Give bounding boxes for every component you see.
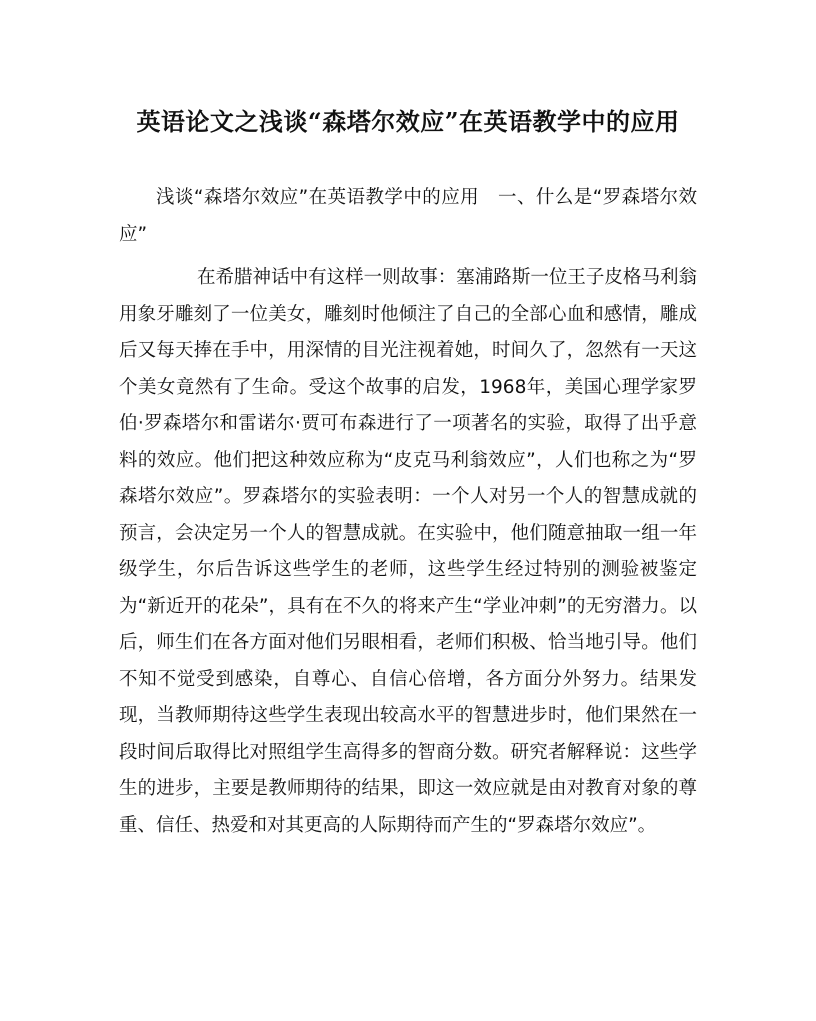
document-title: 英语论文之浅谈“森塔尔效应”在英语教学中的应用: [136, 107, 680, 136]
paragraph-intro: 浅谈“森塔尔效应”在英语教学中的应用 一、什么是“罗森塔尔效应”: [119, 187, 697, 245]
paragraph-body: 在希腊神话中有这样一则故事：塞浦路斯一位王子皮格马利翁用象牙雕刻了一位美女，雕刻时他倾注了自己的全部心血和感情，雕成后又每天捧在手中，用深情的目光注视着她，时间久了，忽然有一天这个美女竟然有了生命。受这个故事的启发，1968年，美国心理学家罗伯·罗森塔尔和雷诺尔·贾可布森进行了一项著名的实验，取得了出乎意料的效应。他们把这种效应称为“皮克马利翁效应”，人们也称之为“罗森塔尔效应”。罗森塔尔的实验表明：一个人对另一个人的智慧成就的预言，会决定另一个人的智慧成就。在实验中，他们随意抽取一组一年级学生，尔后告诉这些学生的老师，这些学生经过特别的测验被鉴定为“新近开的花朵”，具有在不久的将来产生“学业冲刺”的无穷潜力。以后，师生们在各方面对他们另眼相看，老师们积极、恰当地引导。他们不知不觉受到感染，自尊心、自信心倍增，各方面分外努力。结果发现，当教师期待这些学生表现出较高水平的智慧进步时，他们果然在一段时间后取得比对照组学生高得多的智商分数。研究者解释说：这些学生的进步，主要是教师期待的结果，即这一效应就是由对教育对象的尊重、信任、热爱和对其更高的人际期待而产生的“罗森塔尔效应”。: [119, 267, 697, 836]
